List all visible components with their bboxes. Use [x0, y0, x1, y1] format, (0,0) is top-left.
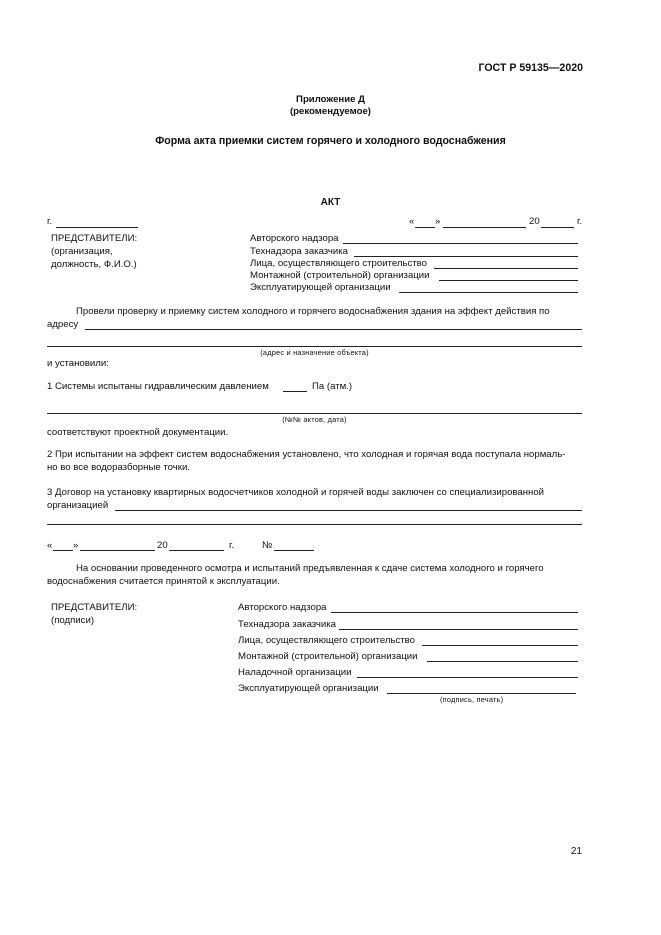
- paragraph-inspection: Провели проверку и приемку систем холодного и горячего водоснабжения здания на эффект действия по: [76, 306, 550, 317]
- representatives-label: ПРЕДСТАВИТЕЛИ:: [51, 602, 138, 613]
- rep-field-installer[interactable]: [439, 280, 578, 281]
- compliance-text: соответствуют проектной документации.: [47, 427, 229, 438]
- contractor-field-line-2[interactable]: [47, 524, 582, 525]
- contract-number-field[interactable]: [274, 550, 314, 551]
- sign-field-customer-supervision[interactable]: [339, 629, 578, 630]
- representatives-sublabel: (подписи): [51, 615, 95, 626]
- date-open-quote: «: [47, 540, 53, 551]
- address-field-line-2[interactable]: [47, 346, 582, 347]
- city-field[interactable]: [56, 227, 138, 228]
- item3-line-1: 3 Договор на установку квартирных водосчетчиков холодной и горячей воды заключен со специализированной: [47, 487, 545, 498]
- representatives-sublabel: должность, Ф.И.О.): [51, 259, 137, 270]
- year-prefix: 20: [157, 540, 168, 551]
- item1-text: 1 Системы испытаны гидравлическим давлением: [47, 381, 269, 392]
- date-month-field[interactable]: [443, 227, 526, 228]
- contract-month-field[interactable]: [80, 550, 155, 551]
- rep-field-builder[interactable]: [434, 268, 578, 269]
- rep-row-label: Авторского надзора: [250, 233, 339, 244]
- date-open-quote: «: [409, 216, 415, 227]
- sign-field-commissioning[interactable]: [357, 677, 578, 678]
- number-label: №: [262, 540, 273, 551]
- sign-field-installer[interactable]: [427, 661, 578, 662]
- established-label: и установили:: [47, 358, 109, 369]
- rep-row-label: Лица, осуществляющего строительство: [250, 258, 427, 269]
- rep-row-label: Лица, осуществляющего строительство: [238, 635, 415, 646]
- rep-row-label: Технадзора заказчика: [250, 246, 348, 257]
- year-prefix: 20: [529, 216, 540, 227]
- contract-day-field[interactable]: [53, 550, 73, 551]
- rep-row-label: Авторского надзора: [238, 602, 327, 613]
- date-year-field[interactable]: [541, 227, 574, 228]
- item2-line-2: но во все водоразборные точки.: [47, 462, 190, 473]
- date-day-field[interactable]: [415, 227, 435, 228]
- caption-signature: (подпись, печать): [440, 695, 504, 704]
- rep-row-label: Эксплуатирующей организации: [250, 282, 391, 293]
- act-title: АКТ: [320, 197, 341, 208]
- city-prefix: г.: [47, 216, 52, 227]
- conclusion-line-2: водоснабжения считается принятой к эксплуатации.: [47, 576, 280, 587]
- rep-row-label: Наладочной организации: [238, 667, 352, 678]
- contract-year-field[interactable]: [169, 550, 224, 551]
- representatives-label: ПРЕДСТАВИТЕЛИ:: [51, 233, 138, 244]
- rep-field-operator[interactable]: [399, 292, 578, 293]
- year-suffix: г.: [577, 216, 582, 227]
- sign-field-author-supervision[interactable]: [331, 612, 578, 613]
- year-suffix: г.: [229, 540, 234, 551]
- pressure-field[interactable]: [283, 391, 307, 392]
- appendix-note: (рекомендуемое): [289, 106, 371, 117]
- standard-code: ГОСТ Р 59135—2020: [478, 62, 583, 74]
- rep-row-label: Технадзора заказчика: [238, 619, 336, 630]
- address-label: адресу: [47, 319, 79, 330]
- caption-acts: (№№ актов, дата): [282, 415, 347, 424]
- page-number: 21: [570, 846, 582, 857]
- contractor-field[interactable]: [115, 510, 582, 511]
- date-close-quote: »: [435, 216, 441, 227]
- sign-field-operator[interactable]: [387, 693, 576, 694]
- item2-line-1: 2 При испытании на эффект систем водоснабжения установлено, что холодная и горячая вода поступала нормаль-: [47, 449, 566, 460]
- appendix-title: Приложение Д: [296, 94, 365, 105]
- rep-row-label: Эксплуатирующей организации: [238, 683, 379, 694]
- rep-field-customer-supervision[interactable]: [354, 256, 578, 257]
- acts-field[interactable]: [47, 413, 582, 414]
- rep-field-author-supervision[interactable]: [343, 243, 578, 244]
- pressure-unit: Па (атм.): [312, 381, 353, 392]
- date-close-quote: »: [73, 540, 79, 551]
- rep-row-label: Монтажной (строительной) организации: [238, 651, 418, 662]
- item3-line-2: организацией: [47, 500, 109, 511]
- caption-address: (адрес и назначение объекта): [260, 348, 369, 357]
- rep-row-label: Монтажной (строительной) организации: [250, 270, 430, 281]
- representatives-sublabel: (организация,: [51, 246, 113, 257]
- sign-field-builder[interactable]: [422, 645, 578, 646]
- conclusion-line-1: На основании проведенного осмотра и испытаний предъявленная к сдаче система холодного и горячего: [76, 563, 544, 574]
- form-title: Форма акта приемки систем горячего и холодного водоснабжения: [155, 135, 506, 147]
- address-field[interactable]: [85, 329, 582, 330]
